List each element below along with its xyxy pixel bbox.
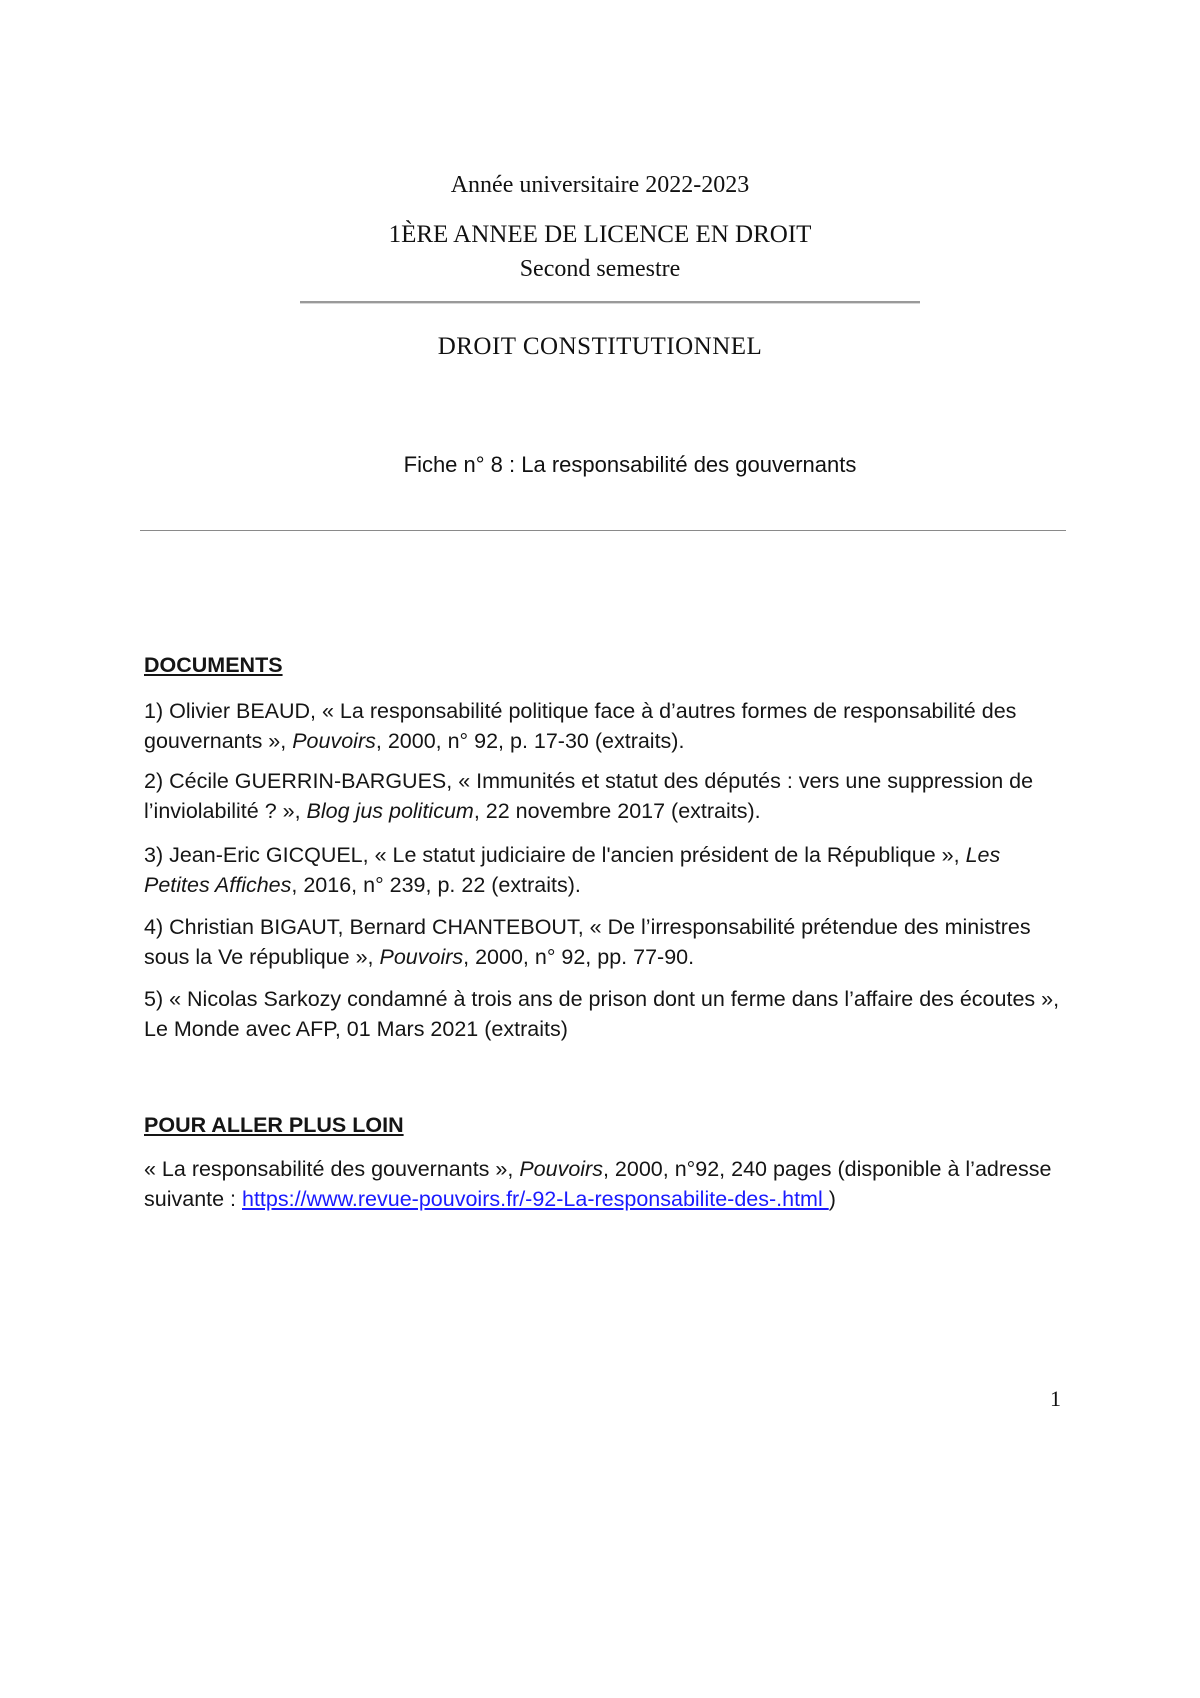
document-item-3 — [144, 840, 1060, 900]
document-item-2 — [144, 766, 1060, 826]
further-details: , 2000, n°92, 240 pages (disponible à l’adresse suivante : — [144, 1157, 1052, 1211]
document-item-1 — [144, 696, 1060, 756]
doc-1-text: 1) Olivier BEAUD, « La responsabilité politique face à d’autres formes de responsabilité des gouvernants », — [144, 699, 1017, 753]
document-item-5 — [144, 984, 1060, 1044]
subject-title: DROIT CONSTITUTIONNEL — [437, 333, 763, 360]
document-item-4 — [144, 912, 1060, 972]
further-journal: Pouvoirs — [519, 1157, 603, 1181]
further-reading-heading: POUR ALLER PLUS LOIN — [144, 1113, 404, 1137]
doc-4-text: 4) Christian BIGAUT, Bernard CHANTEBOUT, « De l’irresponsabilité prétendue des ministres sous la Ve république », — [144, 915, 1031, 969]
documents-heading: DOCUMENTS — [144, 653, 283, 677]
fiche-title: Fiche n° 8 : La responsabilité des gouvernants — [403, 452, 857, 477]
doc-4-journal: Pouvoirs — [379, 945, 464, 969]
further-close: ) — [828, 1187, 836, 1211]
doc-2-text: 2) Cécile GUERRIN-BARGUES, « Immunités et statut des députés : vers une suppression de l’inviolabilité ? », — [144, 769, 1034, 823]
doc-4-details: , 2000, n° 92, pp. 77-90. — [463, 945, 695, 969]
further-reading-item — [144, 1154, 1060, 1214]
doc-5-text: 5) « Nicolas Sarkozy condamné à trois ans de prison dont un ferme dans l’affaire des écoutes », Le Monde avec AFP, 01 Mars 2021 (extraits) — [144, 987, 1060, 1041]
header-divider — [300, 301, 920, 304]
academic-year: Année universitaire 2022-2023 — [450, 172, 750, 198]
section-divider — [140, 530, 1066, 531]
semester: Second semestre — [519, 256, 681, 282]
doc-2-journal: Blog jus politicum — [306, 799, 474, 823]
doc-2-details: , 22 novembre 2017 (extraits). — [473, 799, 761, 823]
further-text: « La responsabilité des gouvernants », — [144, 1157, 520, 1181]
doc-3-details: , 2016, n° 239, p. 22 (extraits). — [291, 873, 581, 897]
doc-1-details: , 2000, n° 92, p. 17-30 (extraits). — [375, 729, 685, 753]
doc-3-journal: Les Petites Affiches — [144, 843, 1001, 897]
doc-3-text: 3) Jean-Eric GICQUEL, « Le statut judiciaire de l'ancien président de la République », — [144, 843, 966, 867]
page-number: 1 — [1050, 1386, 1061, 1411]
doc-1-journal: Pouvoirs — [292, 729, 376, 753]
program-title: 1ÈRE ANNEE DE LICENCE EN DROIT — [388, 221, 812, 248]
revue-pouvoirs-link[interactable]: https://www.revue-pouvoirs.fr/-92-La-responsabilite-des-.html — [242, 1187, 829, 1211]
